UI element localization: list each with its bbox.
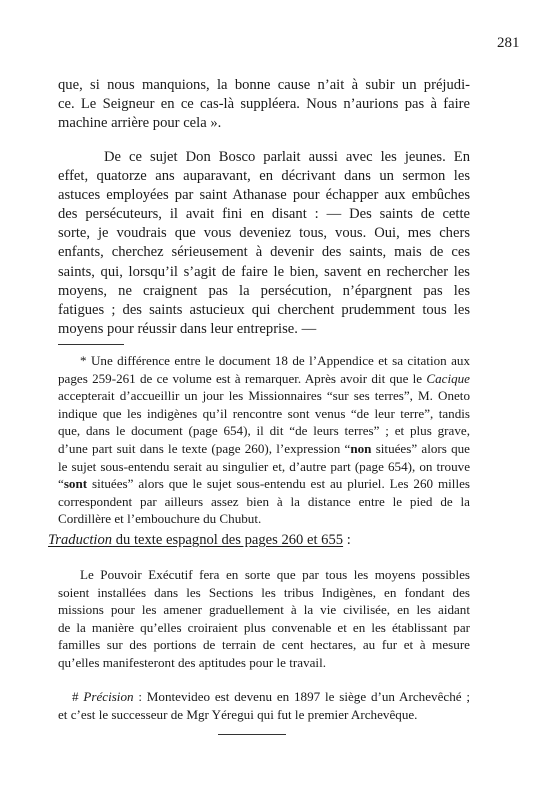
text-line: enfants, cherchez sérieusement à devenir des saints, mais de ces (58, 244, 470, 261)
precision-label: Précision (83, 689, 134, 704)
text-run: pages 259-261 de ce volume est à remarquer. Après avoir dit que le (58, 370, 427, 386)
footnote-separator (58, 344, 124, 345)
text-line: accepterait d’accueillir un jour les Missionnaires “sur ses terres”, M. Oneto (58, 388, 470, 404)
precision-hash: # (72, 689, 84, 704)
text-line: soient installées dans les Sections les tribus Indigènes, en fondant des (58, 584, 470, 600)
text-line: * Une différence entre le document 18 de l’Appendice et sa citation aux (80, 353, 470, 368)
text-line: familles sur des portions de terrain de cent hectares, au fur et à mesure (58, 637, 470, 653)
translation-heading-rest: du texte espagnol des pages 260 et 655 (112, 532, 344, 548)
translation-heading (48, 531, 351, 549)
translation-heading-em: Traduction (48, 532, 113, 548)
precision-note (58, 688, 470, 723)
text-run: situées” alors que (371, 440, 470, 456)
text-line: machine arrière pour cela ». (58, 115, 222, 132)
text-line: que, dans le document (page 654), il dit “de leurs terres” ; et plus grave, (58, 423, 470, 439)
text-line: saints, qui, lorsqu’il s’agit de faire le bien, savent en rechercher les (58, 263, 470, 280)
text-line (58, 688, 470, 706)
text-line: effet, quatorze ans auparavant, en décrivant dans un sermon les (58, 168, 470, 185)
text-line: missions pour les amener graduellement à la vie civilisée, en les aidant (58, 602, 470, 618)
text-line: Cordillère et l’embouchure du Chubut. (58, 511, 262, 527)
text-run: d’une part suit dans le texte (page 260), l’expression “ (58, 440, 351, 456)
text-line: de la manière qu’elles croiraient plus convenable et en les établissant par (58, 619, 470, 635)
text-line: que, si nous manquions, la bonne cause n’ait à subir un préjudi- (58, 77, 470, 93)
text-line: ce. Le Seigneur en ce cas-là suppléera. Nous n’aurions pas à faire (58, 96, 470, 113)
text-line: et c’est le successeur de Mgr Yéregui qui fut le premier Archevêque. (58, 706, 418, 722)
text-line: le sujet sous-entendu serait au singulier et, d’autre part (page 654), on trouve (58, 458, 470, 474)
text-line: De ce sujet Don Bosco parlait aussi avec les jeunes. En (104, 149, 470, 165)
bold-sont: sont (63, 476, 88, 492)
paragraph-don-bosco (58, 148, 470, 339)
text-line: qu’elles manifesteront des aptitudes pour le travail. (58, 654, 326, 670)
page-number: 281 (497, 35, 520, 51)
bold-non: non (350, 440, 372, 456)
text-line: des persécuteurs, il avait fini en disant : — Des saints de cette (58, 206, 470, 223)
text-run: “ (58, 476, 64, 492)
text-line (58, 440, 470, 458)
text-run: situées” alors que le sujet sous-entendu est au pluriel. Les 260 milles (87, 476, 470, 492)
text-line: Le Pouvoir Exécutif fera en sorte que par tous les moyens possibles (80, 567, 470, 582)
translation-text (58, 566, 470, 672)
emphasis-cacique: Cacique (426, 370, 470, 386)
text-line: moyens, ne craignent pas la persécution, n’épargnent pas les (58, 282, 470, 299)
text-line (58, 370, 470, 388)
text-run: : Montevideo est devenu en 1897 le siège d’un Archevêché ; (133, 689, 470, 704)
text-line: indique que les indigènes qu’il rencontre sont venus “de leur terre”, tandis (58, 405, 470, 421)
footnote (58, 352, 470, 528)
text-line: sorte, je voudrais que vous deveniez tous, vous. Oui, mes chers (58, 225, 470, 242)
text-line: fatigues ; des saints astucieux qui cherchent prudemment tous les (58, 301, 470, 318)
end-separator (218, 734, 286, 735)
text-line: moyens pour réussir dans leur entreprise. — (58, 320, 317, 337)
text-line (58, 475, 470, 493)
paragraph-continuation (58, 76, 470, 133)
text-line: correspondent par ailleurs assez bien à la distance entre le pied de la (58, 493, 470, 509)
text-line: astuces employées par saint Athanase pour échapper aux embûches (58, 187, 470, 204)
translation-heading-text (48, 532, 343, 548)
translation-heading-colon: : (343, 532, 351, 548)
